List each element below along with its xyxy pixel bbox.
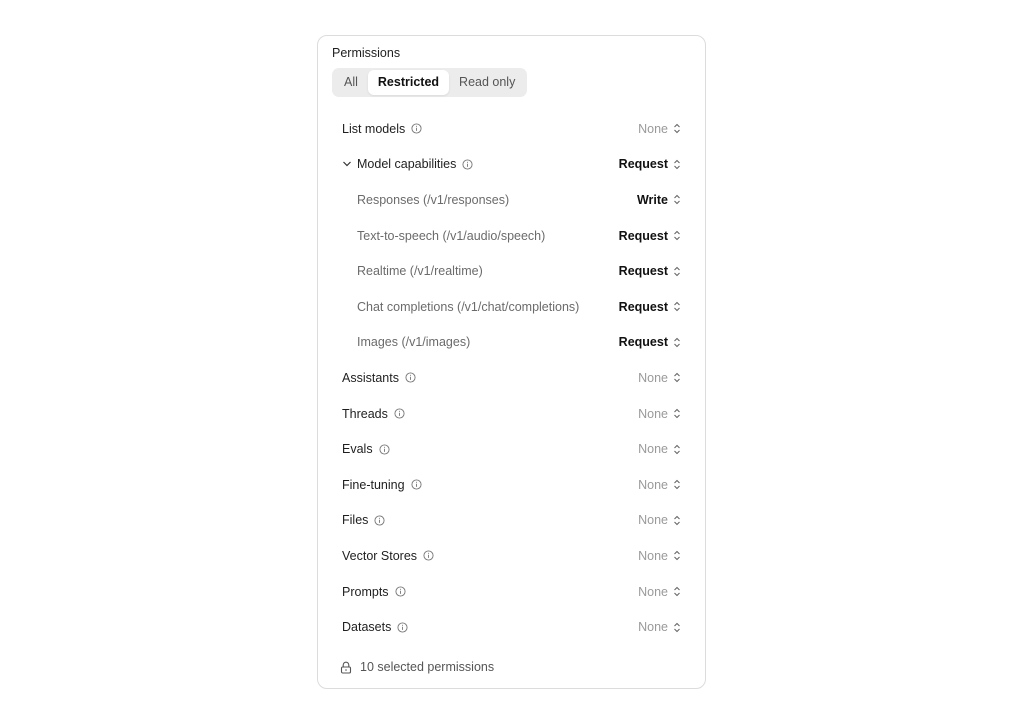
info-icon[interactable] [379, 444, 390, 455]
permission-value: Request [618, 299, 668, 314]
tab-all[interactable]: All [344, 75, 358, 89]
permission-label: Fine-tuning [342, 477, 405, 492]
permission-select[interactable] [638, 585, 681, 599]
permission-row-files [318, 503, 705, 539]
permission-mode-tabs [332, 68, 527, 97]
permission-row-threads [318, 396, 705, 432]
chevron-up-down-icon [673, 159, 681, 170]
permission-label: Prompts [342, 584, 389, 599]
permission-label: Images (/v1/images) [357, 335, 471, 350]
permission-select[interactable] [638, 371, 681, 385]
permission-row-vector-stores [318, 538, 705, 574]
chevron-up-down-icon [673, 301, 681, 312]
permission-label: List models [342, 121, 406, 136]
permission-row-fine-tuning [318, 467, 705, 503]
permission-value: None [638, 584, 668, 599]
permission-label: Chat completions (/v1/chat/completions) [357, 299, 580, 314]
info-icon[interactable] [395, 586, 406, 597]
permission-value: None [638, 370, 668, 385]
permission-label: Text-to-speech (/v1/audio/speech) [357, 228, 546, 243]
permission-select[interactable] [638, 122, 681, 136]
chevron-up-down-icon [673, 586, 681, 597]
permission-value: None [638, 442, 668, 457]
permission-label: Model capabilities [357, 157, 457, 172]
permission-value: None [638, 121, 668, 136]
info-icon[interactable] [423, 550, 434, 561]
chevron-up-down-icon [673, 550, 681, 561]
permission-value: Write [636, 192, 668, 207]
permission-row-chat-completions [318, 289, 705, 325]
permission-value: None [638, 477, 668, 492]
chevron-up-down-icon [673, 515, 681, 526]
permission-value: None [638, 548, 668, 563]
info-icon[interactable] [405, 372, 416, 383]
permission-select[interactable] [619, 157, 681, 171]
permission-row-images [318, 325, 705, 361]
tab-restricted[interactable]: Restricted [368, 70, 449, 95]
permission-row-text-to-speech [318, 218, 705, 254]
chevron-up-down-icon [673, 194, 681, 205]
permission-value: Request [618, 264, 668, 279]
lock-icon [340, 661, 352, 674]
info-icon[interactable] [462, 159, 473, 170]
chevron-up-down-icon [673, 408, 681, 419]
chevron-up-down-icon [673, 266, 681, 277]
permission-select[interactable] [638, 478, 681, 492]
selected-permissions-summary [340, 660, 494, 674]
permission-row-model-capabilities[interactable] [318, 147, 705, 183]
permission-select[interactable] [637, 193, 681, 207]
chevron-up-down-icon [673, 123, 681, 134]
permissions-panel [317, 35, 706, 689]
permission-row-evals [318, 431, 705, 467]
chevron-up-down-icon [673, 444, 681, 455]
selected-count-text: 10 selected permissions [360, 660, 495, 674]
permission-select[interactable] [638, 620, 681, 634]
permission-label: Threads [342, 406, 388, 421]
permission-row-assistants [318, 360, 705, 396]
permission-select[interactable] [638, 549, 681, 563]
info-icon[interactable] [397, 622, 408, 633]
permission-row-datasets [318, 609, 705, 645]
permission-value: None [638, 513, 668, 528]
permission-value: Request [618, 335, 668, 350]
permission-value: Request [618, 228, 668, 243]
permission-label: Evals [342, 442, 373, 457]
panel-title: Permissions [332, 46, 401, 60]
permission-select[interactable] [638, 442, 681, 456]
chevron-up-down-icon [673, 622, 681, 633]
permission-label: Files [342, 513, 369, 528]
tab-read-only[interactable]: Read only [459, 75, 516, 89]
permission-label: Datasets [342, 620, 392, 635]
permission-row-responses [318, 182, 705, 218]
permission-row-realtime [318, 253, 705, 289]
permission-value: None [638, 620, 668, 635]
chevron-up-down-icon [673, 372, 681, 383]
permission-select[interactable] [638, 407, 681, 421]
permission-label: Assistants [342, 370, 399, 385]
info-icon[interactable] [411, 479, 422, 490]
permission-select[interactable] [638, 513, 681, 527]
permission-select[interactable] [619, 229, 681, 243]
permission-label: Realtime (/v1/realtime) [357, 264, 483, 279]
permission-value: Request [618, 157, 668, 172]
permission-select[interactable] [619, 300, 681, 314]
chevron-up-down-icon [673, 230, 681, 241]
permission-select[interactable] [619, 335, 681, 349]
info-icon[interactable] [374, 515, 385, 526]
permission-row-prompts [318, 574, 705, 610]
permission-label: Vector Stores [342, 548, 418, 563]
info-icon[interactable] [394, 408, 405, 419]
permission-label: Responses (/v1/responses) [357, 192, 510, 207]
permission-list [318, 111, 705, 645]
chevron-up-down-icon [673, 337, 681, 348]
permission-value: None [638, 406, 668, 421]
info-icon[interactable] [411, 123, 422, 134]
permission-select[interactable] [619, 264, 681, 278]
chevron-down-icon[interactable] [342, 159, 352, 169]
permission-row-list-models [318, 111, 705, 147]
chevron-up-down-icon [673, 479, 681, 490]
